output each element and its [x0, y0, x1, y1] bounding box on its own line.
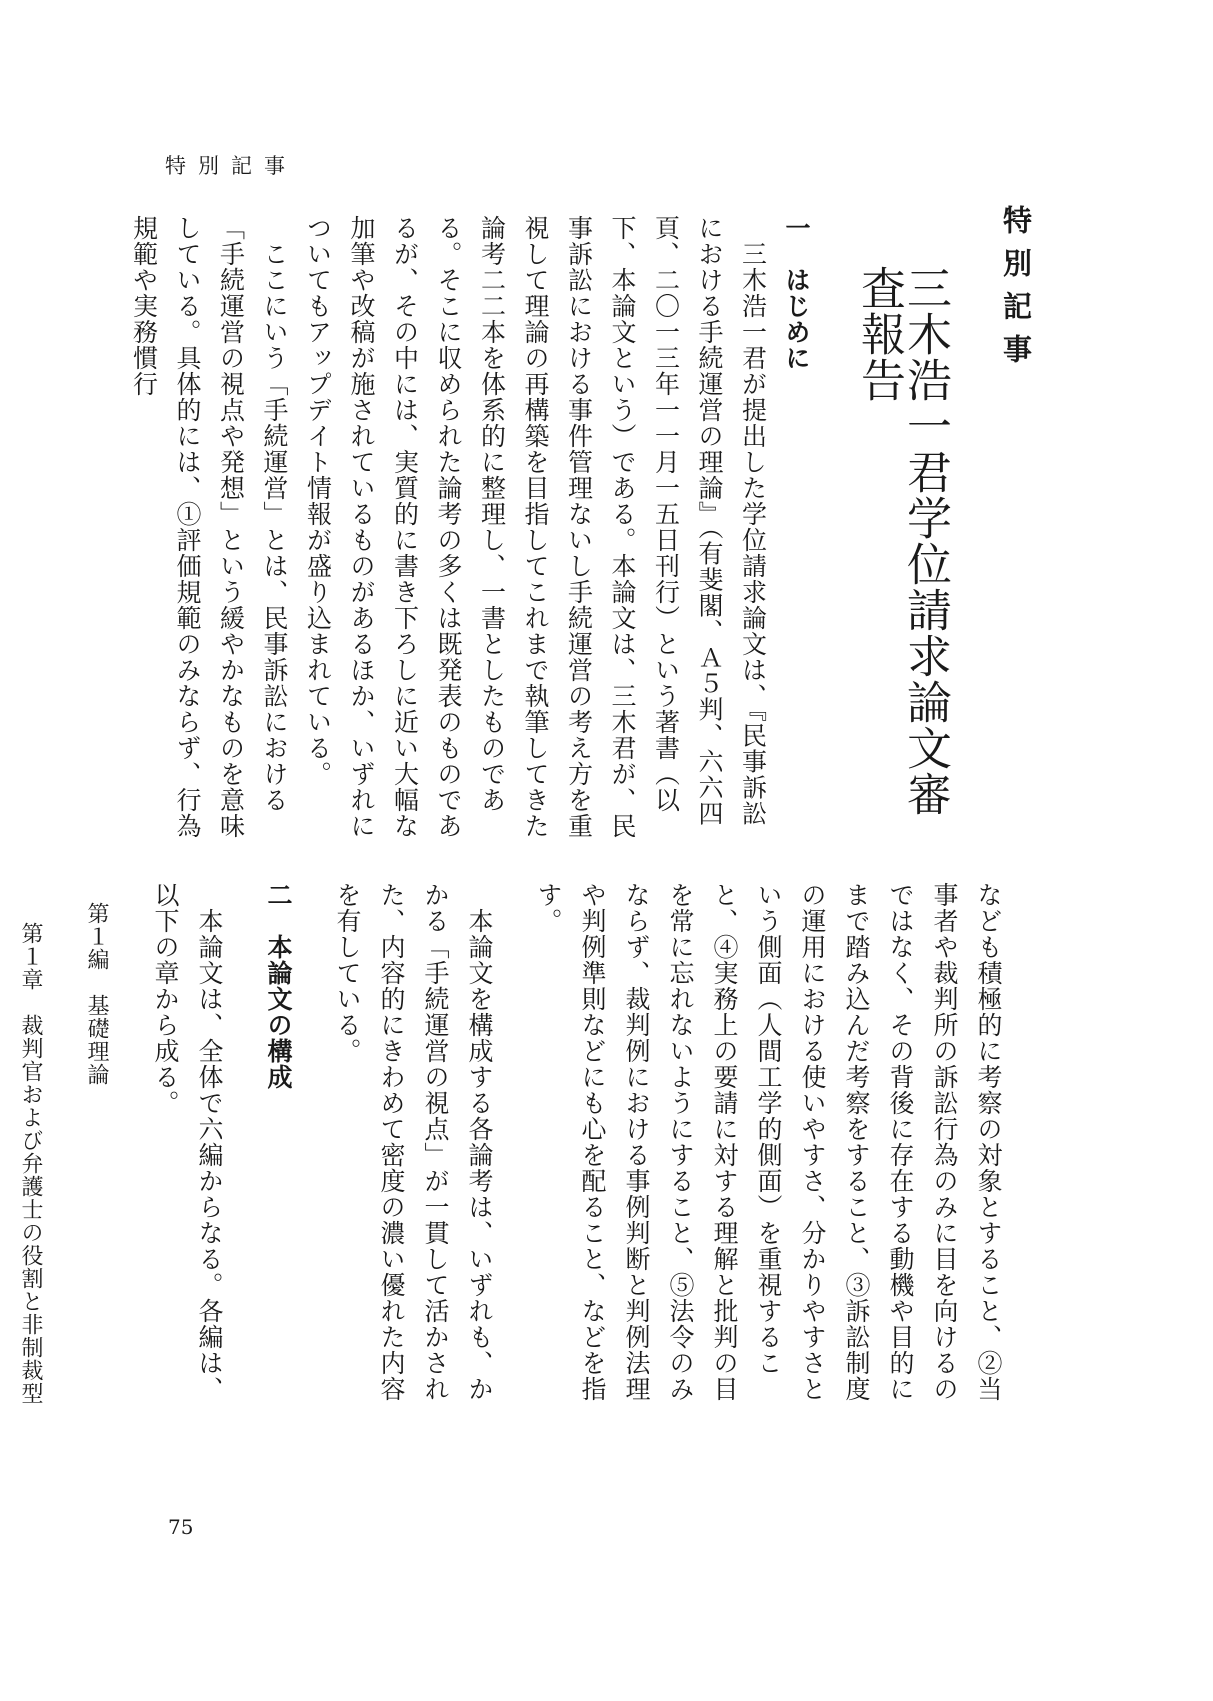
upper-text-block: [129, 215, 818, 840]
toc-part-1: 第１編 基礎理論: [84, 902, 109, 1086]
running-header: 特別記事: [165, 154, 297, 178]
paragraph-intro-1: 三木浩一君が提出した学位請求論文は、『民事訴訟における手続運営の理論』（有斐閣、Ａ５判、六六四頁、二〇一三年一一月一五日刊行）という著書（以下、本論文という）である。本論文は、三木君が、民事訴訟における事件管理ないし手続運営の考え方を重視して理論の再構築を目指してこれまで執筆してきた論考二二本を体系的に整理し、一書としたものである。そこに収められた論考の多くは既発表のものであるが、その中には、実質的に書き下ろしに近い大幅な加筆や改稿が施されているものがあるほか、いずれについてもアップデイト情報が盛り込まれている。: [303, 215, 768, 839]
page-number: 75: [168, 1515, 194, 1539]
paragraph-continued: なども積極的に考察の対象とすること、②当事者や裁判所の訴訟行為のみに目を向けるのではなく、その背後に存在する動機や目的にまで踏み込んだ考察をすること、③訴訟制度の運用における使いやすさ、分かりやすさという側面（人間工学的側面）を重視すること、④実務上の要請に対する理解と批判の目を常に忘れないようにすること、⑤法令のみならず、裁判例における事例判断と判例法理や判例準則などにも心を配ること、などを指す。: [534, 882, 1003, 1402]
heading-introduction: 一 はじめに: [782, 215, 811, 371]
article-title: 三木浩一君学位請求論文審査報告: [853, 265, 952, 817]
lower-text-block: [18, 882, 1035, 1427]
paragraph-evaluation: 本論文を構成する各論考は、いずれも、かかる「手続運営の視点」が一貫して活かされた、内容的にきわめて密度の濃い優れた内容を有している。: [333, 882, 494, 1402]
toc-chapter-1: 第１章 裁判官および弁護士の役割と非制裁型: [18, 922, 43, 1405]
paragraph-structure: 本論文は、全体で六編からなる。各編は、以下の章から成る。: [151, 882, 224, 1402]
section-label: 特別記事: [999, 205, 1033, 377]
paragraph-intro-2: ここにいう「手続運営」とは、民事訴訟における「手続運営の視点や発想」という緩やかなものを意味している。具体的には、①評価規範のみならず、行為規範や実務慣行: [129, 215, 289, 839]
heading-structure: 二 本論文の構成: [264, 882, 293, 1090]
